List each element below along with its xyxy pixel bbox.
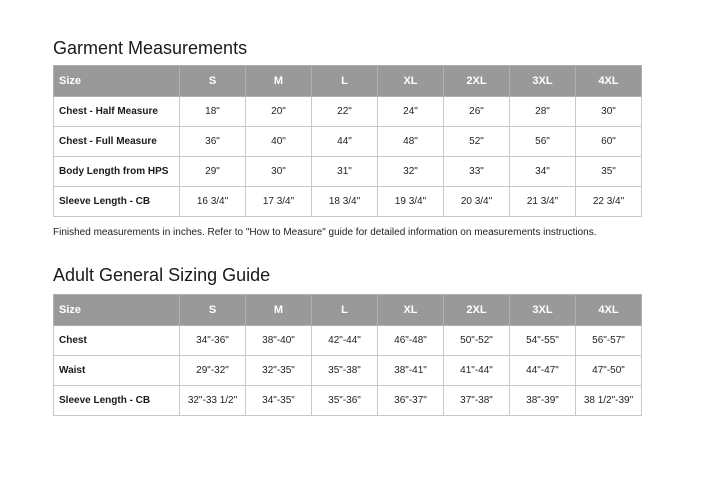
table-cell: 50"-52" bbox=[444, 326, 510, 356]
table-cell: 22" bbox=[312, 97, 378, 127]
table-row bbox=[54, 326, 642, 356]
row-label: Body Length from HPS bbox=[54, 157, 180, 187]
column-header: 4XL bbox=[576, 295, 642, 326]
table-row bbox=[54, 127, 642, 157]
table-cell: 44"-47" bbox=[510, 356, 576, 386]
table-cell: 26" bbox=[444, 97, 510, 127]
row-label: Waist bbox=[54, 356, 180, 386]
table-cell: 56"-57" bbox=[576, 326, 642, 356]
table-cell: 28" bbox=[510, 97, 576, 127]
table-cell: 41"-44" bbox=[444, 356, 510, 386]
table-cell: 36"-37" bbox=[378, 386, 444, 416]
column-header: 3XL bbox=[510, 295, 576, 326]
column-header: L bbox=[312, 66, 378, 97]
table-cell: 48" bbox=[378, 127, 444, 157]
table-cell: 24" bbox=[378, 97, 444, 127]
column-header: M bbox=[246, 295, 312, 326]
table-cell: 22 3/4" bbox=[576, 187, 642, 217]
table-cell: 38"-40" bbox=[246, 326, 312, 356]
column-header: M bbox=[246, 66, 312, 97]
column-header: S bbox=[180, 66, 246, 97]
table-cell: 30" bbox=[576, 97, 642, 127]
measurement-note: Finished measurements in inches. Refer to "How to Measure" guide for detailed information on measurements instructions. bbox=[53, 227, 597, 238]
sizing-guide-table bbox=[53, 294, 642, 416]
table-row bbox=[54, 187, 642, 217]
table-cell: 19 3/4" bbox=[378, 187, 444, 217]
table-cell: 16 3/4" bbox=[180, 187, 246, 217]
table-cell: 38 1/2"-39" bbox=[576, 386, 642, 416]
table-cell: 47"-50" bbox=[576, 356, 642, 386]
table-cell: 60" bbox=[576, 127, 642, 157]
garment-measurements-table bbox=[53, 65, 642, 217]
table-cell: 32"-33 1/2" bbox=[180, 386, 246, 416]
table-row bbox=[54, 356, 642, 386]
table-cell: 35"-38" bbox=[312, 356, 378, 386]
table-cell: 34" bbox=[510, 157, 576, 187]
table-row bbox=[54, 157, 642, 187]
column-header: 3XL bbox=[510, 66, 576, 97]
table-cell: 52" bbox=[444, 127, 510, 157]
table-row bbox=[54, 386, 642, 416]
garment-measurements-title: Garment Measurements bbox=[53, 38, 248, 58]
table-cell: 35" bbox=[576, 157, 642, 187]
table-row bbox=[54, 97, 642, 127]
table-cell: 42"-44" bbox=[312, 326, 378, 356]
table-cell: 34"-35" bbox=[246, 386, 312, 416]
table-cell: 20 3/4" bbox=[444, 187, 510, 217]
table-cell: 18 3/4" bbox=[312, 187, 378, 217]
table-cell: 54"-55" bbox=[510, 326, 576, 356]
table-cell: 33" bbox=[444, 157, 510, 187]
column-header: XL bbox=[378, 66, 444, 97]
table-cell: 32" bbox=[378, 157, 444, 187]
column-header: L bbox=[312, 295, 378, 326]
column-header: Size bbox=[54, 295, 180, 326]
table-cell: 30" bbox=[246, 157, 312, 187]
table-cell: 29" bbox=[180, 157, 246, 187]
table-cell: 32"-35" bbox=[246, 356, 312, 386]
table-cell: 18" bbox=[180, 97, 246, 127]
table-cell: 40" bbox=[246, 127, 312, 157]
row-label: Sleeve Length - CB bbox=[54, 187, 180, 217]
column-header: 4XL bbox=[576, 66, 642, 97]
table-cell: 37"-38" bbox=[444, 386, 510, 416]
row-label: Chest - Half Measure bbox=[54, 97, 180, 127]
table-cell: 34"-36" bbox=[180, 326, 246, 356]
row-label: Chest bbox=[54, 326, 180, 356]
column-header: S bbox=[180, 295, 246, 326]
column-header: XL bbox=[378, 295, 444, 326]
table-cell: 38"-41" bbox=[378, 356, 444, 386]
table-cell: 56" bbox=[510, 127, 576, 157]
table-cell: 17 3/4" bbox=[246, 187, 312, 217]
table-cell: 38"-39" bbox=[510, 386, 576, 416]
sizing-guide-title: Adult General Sizing Guide bbox=[53, 265, 271, 285]
table-cell: 36" bbox=[180, 127, 246, 157]
table-cell: 29"-32" bbox=[180, 356, 246, 386]
table-cell: 20" bbox=[246, 97, 312, 127]
table-cell: 31" bbox=[312, 157, 378, 187]
table-header-row bbox=[54, 66, 642, 97]
table-header-row bbox=[54, 295, 642, 326]
column-header: Size bbox=[54, 66, 180, 97]
table-cell: 44" bbox=[312, 127, 378, 157]
table-cell: 46"-48" bbox=[378, 326, 444, 356]
table-cell: 21 3/4" bbox=[510, 187, 576, 217]
column-header: 2XL bbox=[444, 66, 510, 97]
row-label: Chest - Full Measure bbox=[54, 127, 180, 157]
row-label: Sleeve Length - CB bbox=[54, 386, 180, 416]
table-cell: 35"-36" bbox=[312, 386, 378, 416]
column-header: 2XL bbox=[444, 295, 510, 326]
